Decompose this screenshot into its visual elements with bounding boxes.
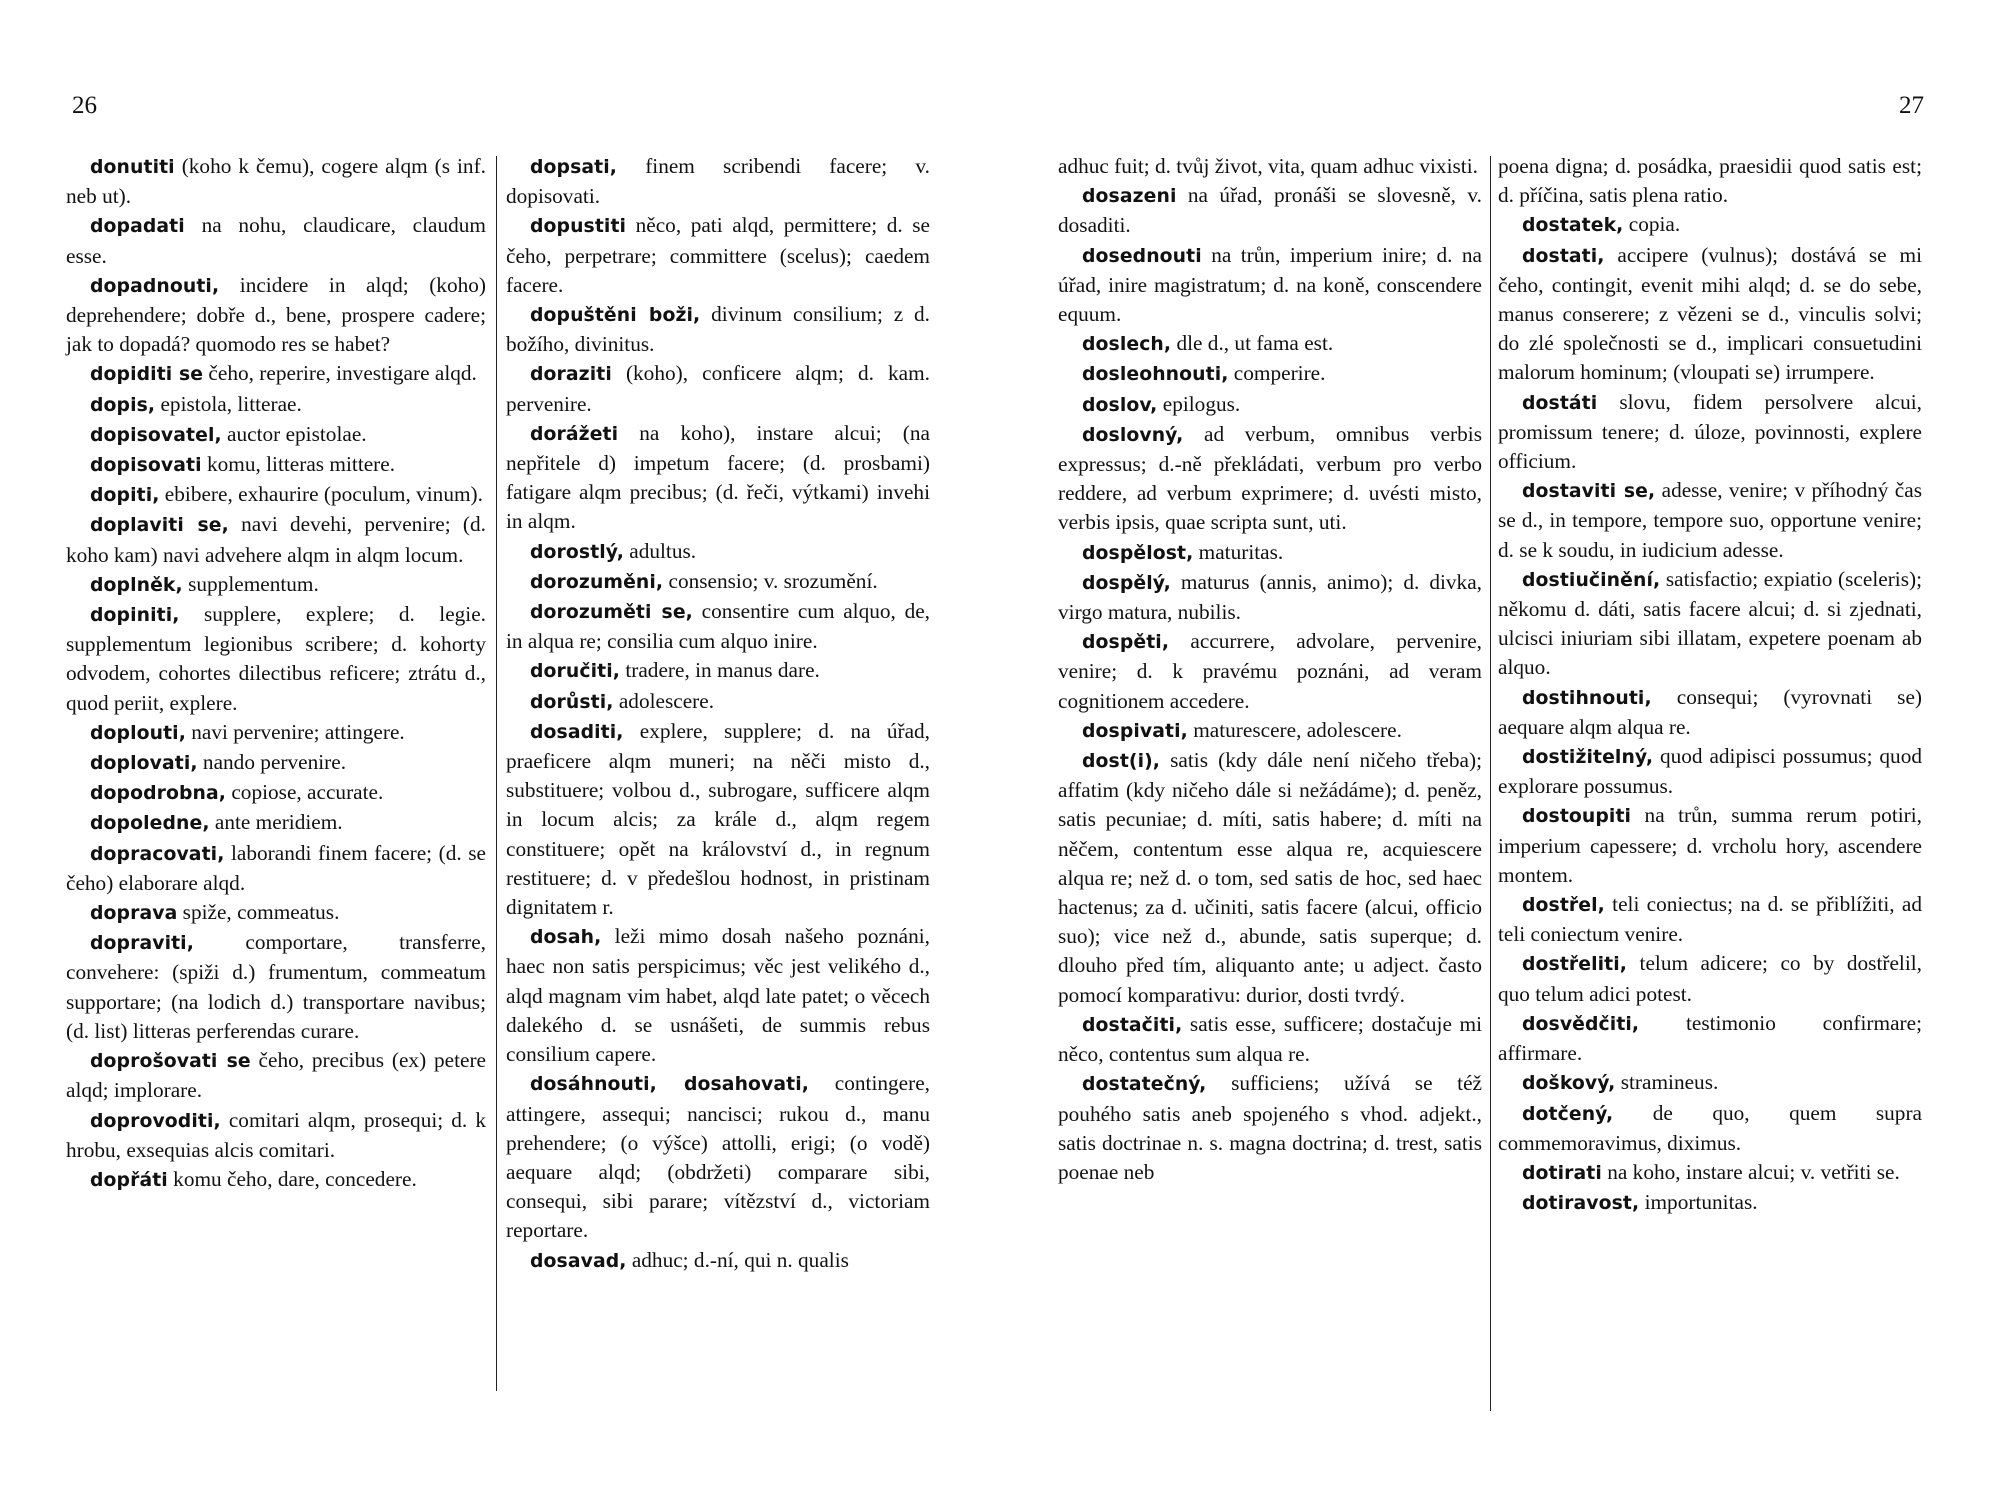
dictionary-entry bbox=[1058, 390, 1482, 420]
entry-headword: dostatečný, bbox=[1082, 1074, 1207, 1096]
entry-headword: dorážeti bbox=[530, 423, 619, 445]
dictionary-entry bbox=[1498, 801, 1922, 890]
dictionary-entry bbox=[506, 419, 930, 537]
entry-headword: dopřáti bbox=[90, 1169, 168, 1191]
entry-definition: navi pervenire; attingere. bbox=[185, 719, 405, 744]
dictionary-entry bbox=[1498, 476, 1922, 565]
dictionary-entry bbox=[1498, 1099, 1922, 1158]
dictionary-entry bbox=[506, 300, 930, 359]
dictionary-entry bbox=[66, 271, 486, 360]
entry-definition: finem scribendi facere; v. dopisovati. bbox=[506, 154, 930, 209]
column-divider-right bbox=[1490, 156, 1491, 1411]
entry-definition: laborandi finem facere; (d. se čeho) elaborare alqd. bbox=[66, 840, 486, 895]
entry-definition: na trůn, summa rerum potiri, imperium capessere; d. vrcholu hory, ascendere montem. bbox=[1498, 803, 1922, 887]
dictionary-entry bbox=[66, 778, 486, 808]
entry-definition: maturus (annis, animo); d. divka, virgo matura, nubilis. bbox=[1058, 569, 1482, 625]
dictionary-entry bbox=[1498, 1009, 1922, 1068]
entry-headword: doškový, bbox=[1522, 1073, 1616, 1095]
entry-headword: dotčený, bbox=[1522, 1103, 1614, 1125]
entry-definition: comitari alqm, prosequi; d. k hrobu, exsequias alcis comitari. bbox=[66, 1107, 486, 1162]
entry-headword: dopustiti bbox=[530, 216, 627, 238]
entry-headword: dosaditi, bbox=[530, 721, 624, 743]
entry-headword: dorůsti, bbox=[530, 691, 614, 713]
entry-definition: satisfactio; expiatio (sceleris); někomu d. dáti, satis facere alcui; d. si zjednati, ulcisci iniuriam sibi illatam, expetere poenam ab alquo. bbox=[1498, 566, 1922, 680]
entry-definition: supplementum. bbox=[182, 571, 319, 596]
entry-headword: doprava bbox=[90, 903, 178, 925]
entry-definition: testimonio confirmare; affirmare. bbox=[1498, 1010, 1922, 1066]
page-number-left: 26 bbox=[72, 92, 97, 119]
entry-definition: (koho), conficere alqm; d. kam. pervenire. bbox=[506, 361, 930, 416]
entry-definition: nando pervenire. bbox=[197, 750, 347, 775]
entry-headword: doplouti, bbox=[90, 722, 186, 744]
entry-headword: doprovoditi, bbox=[90, 1110, 221, 1132]
dictionary-entry bbox=[1058, 538, 1482, 568]
entry-headword: dospělý, bbox=[1082, 572, 1171, 594]
dictionary-entry bbox=[506, 922, 930, 1069]
entry-headword: dopuštěni boži, bbox=[530, 305, 701, 327]
entry-headword: dopraviti, bbox=[90, 933, 194, 955]
entry-definition: leži mimo dosah našeho poznáni, haec non satis perspicimus; věc jest velikého d., alqd magnam vim habet, alqd late patet; o věcech dalekého d. se usnášeti, de summis rebus consilium capere. bbox=[506, 924, 930, 1067]
entry-headword: dostačiti, bbox=[1082, 1014, 1183, 1036]
entry-headword: dopiditi se bbox=[90, 364, 204, 386]
entry-definition: importunitas. bbox=[1639, 1190, 1758, 1215]
entry-headword: dostřeliti, bbox=[1522, 954, 1628, 976]
entry-definition: stramineus. bbox=[1615, 1070, 1719, 1095]
dictionary-entry bbox=[506, 656, 930, 686]
entry-definition: tradere, in manus dare. bbox=[620, 658, 820, 683]
entry-definition: adesse, venire; v příhodný čas se d., in tempore, tempore suo, opportune venire; d. se k soudu, in iudicium adesse. bbox=[1498, 478, 1922, 562]
entry-definition: comperire. bbox=[1228, 361, 1326, 386]
dictionary-entry bbox=[506, 597, 930, 656]
entry-headword: doslov, bbox=[1082, 394, 1158, 416]
dictionary-entry bbox=[66, 898, 486, 928]
entry-headword: doplněk, bbox=[90, 574, 183, 596]
dictionary-entry bbox=[506, 567, 930, 597]
entry-definition: comportare, transferre, convehere: (spiži d.) frumentum, commeatum supportare; (na lodich d.) transportare navibus; (d. list) litteras perferendas curare. bbox=[66, 930, 486, 1043]
entry-definition: komu čeho, dare, concedere. bbox=[167, 1166, 417, 1191]
entry-definition: na trůn, imperium inire; d. na úřad, inire magistratum; d. na koně, conscendere equum. bbox=[1058, 242, 1482, 327]
entry-definition: slovu, fidem persolvere alcui, promissum tenere; d. úloze, povinnosti, explere officium. bbox=[1498, 389, 1922, 474]
page-number-right: 27 bbox=[1899, 92, 1924, 119]
dictionary-entry bbox=[1498, 1188, 1922, 1218]
dictionary-entry bbox=[1498, 890, 1922, 949]
dictionary-entry bbox=[506, 211, 930, 300]
entry-definition: epilogus. bbox=[1157, 391, 1241, 416]
entry-headword: dopsati, bbox=[530, 157, 617, 178]
entry-headword: dopis, bbox=[90, 394, 156, 416]
entry-headword: dostřel, bbox=[1522, 895, 1605, 917]
entry-definition: auctor epistolae. bbox=[221, 421, 367, 446]
entry-headword: dostaviti se, bbox=[1522, 481, 1656, 503]
entry-headword: doprošovati se bbox=[90, 1051, 251, 1073]
entry-headword: dospěti, bbox=[1082, 632, 1170, 654]
dictionary-entry bbox=[1058, 181, 1482, 240]
dictionary-entry bbox=[1058, 627, 1482, 716]
entry-headword: dopisovati bbox=[90, 455, 202, 477]
dictionary-entry bbox=[506, 152, 930, 211]
dictionary-entry bbox=[66, 510, 486, 569]
entry-headword: dorozuměti se, bbox=[530, 602, 693, 624]
entry-definition: maturitas. bbox=[1193, 539, 1284, 564]
entry-definition: maturescere, adolescere. bbox=[1187, 717, 1402, 742]
dictionary-entry bbox=[1498, 210, 1922, 240]
entry-headword: dosvědčiti, bbox=[1522, 1013, 1640, 1035]
dictionary-column-3 bbox=[1058, 152, 1482, 1187]
entry-headword: dopadati bbox=[90, 216, 185, 238]
entry-definition: consensio; v. srozumění. bbox=[663, 568, 878, 593]
entry-definition: divinum consilium; z d. božího, divinitus. bbox=[506, 302, 930, 357]
entry-definition: supplere, explere; d. legie. supplementum legionibus scribere; d. kohorty odvodem, cohortes dilectibus reficere; ztrátu d., quod periit, explere. bbox=[66, 602, 486, 715]
entry-continuation bbox=[1498, 152, 1922, 210]
entry-headword: doručiti, bbox=[530, 661, 621, 683]
dictionary-entry bbox=[506, 359, 930, 418]
dictionary-entry bbox=[1058, 329, 1482, 359]
dictionary-entry bbox=[1498, 949, 1922, 1008]
entry-definition: čeho, precibus (ex) petere alqd; implorare. bbox=[66, 1048, 486, 1103]
entry-definition: satis (kdy dále není ničeho třeba); affatim (kdy ničeho dále si nežádáme); d. peněz, satis pecuniae; d. míti, satis habere; d. míti na něčem, contentum esse alqua re, acquiescere alqua re; než d. o tom, sed satis de hoc, sed haec hactenus; za d. učiniti, satis facere (alcui, officio suo); vice než d., abunde, satis superque; d. dlouho před tím, aliquanto ante; u adject. často pomocí komparativu: durior, dosti tvrdý. bbox=[1058, 748, 1482, 1007]
entry-definition: ante meridiem. bbox=[209, 810, 343, 835]
dictionary-entry bbox=[1058, 1069, 1482, 1187]
entry-definition: copia. bbox=[1623, 212, 1681, 237]
entry-headword: doslovný, bbox=[1082, 424, 1184, 446]
entry-headword: dorostlý, bbox=[530, 541, 624, 563]
entry-headword: dostatek, bbox=[1522, 215, 1624, 237]
entry-headword: dostoupiti bbox=[1522, 806, 1632, 828]
dictionary-entry bbox=[1498, 683, 1922, 742]
entry-definition: quod adipisci possumus; quod explorare possumus. bbox=[1498, 744, 1922, 799]
entry-headword: dostižitelný, bbox=[1522, 747, 1654, 769]
dictionary-entry bbox=[1058, 746, 1482, 1010]
dictionary-entry bbox=[1058, 568, 1482, 627]
dictionary-entry bbox=[66, 570, 486, 600]
dictionary-entry bbox=[1498, 241, 1922, 388]
entry-definition: adhuc; d.-ní, qui n. qualis bbox=[626, 1247, 849, 1272]
entry-definition: adhuc fuit; d. tvůj život, vita, quam adhuc vixisti. bbox=[1058, 154, 1478, 178]
entry-headword: dopodrobna, bbox=[90, 783, 227, 805]
entry-definition: accipere (vulnus); dostává se mi čeho, contingit, evenit mihi alqd; d. se do sebe, manus conserere; z vězeni se d., vinculis solvi; do zlé společnosti se d., implicari consuetudini malorum hominum; (vloupati se) irrumpere. bbox=[1498, 242, 1922, 385]
entry-definition: čeho, reperire, investigare alqd. bbox=[203, 361, 477, 386]
column-divider-left bbox=[496, 156, 497, 1391]
dictionary-entry bbox=[506, 537, 930, 567]
entry-definition: explere, supplere; d. na úřad, praeficere alqm muneri; na něči misto d., substituere; volbou d., subrogare, sufficere alqm in locum alcis; za krále d., alqm regem constituere; opět na království d., in regnum restituere; d. v předešlou hodnost, in pristinam dignitatem r. bbox=[506, 718, 930, 920]
entry-definition: komu, litteras mittere. bbox=[201, 452, 396, 477]
dictionary-entry bbox=[1058, 716, 1482, 746]
entry-headword: dopiniti, bbox=[90, 605, 180, 627]
dictionary-entry bbox=[1058, 241, 1482, 330]
entry-headword: dostati, bbox=[1522, 245, 1605, 267]
entry-definition: poena digna; d. posádka, praesidii quod satis est; d. příčina, satis plena ratio. bbox=[1498, 154, 1922, 208]
entry-definition: satis esse, sufficere; dostačuje mi něco, contentus sum alqua re. bbox=[1058, 1011, 1482, 1067]
dictionary-entry bbox=[1058, 420, 1482, 538]
dictionary-entry bbox=[66, 1046, 486, 1105]
dictionary-entry bbox=[1058, 359, 1482, 389]
entry-definition: něco, pati alqd, permittere; d. se čeho, perpetrare; committere (scelus); caedem facere. bbox=[506, 213, 930, 297]
dictionary-entry bbox=[66, 211, 486, 270]
entry-headword: dostáti bbox=[1522, 392, 1598, 414]
dictionary-entry bbox=[1498, 742, 1922, 801]
entry-headword: dotiravost, bbox=[1522, 1193, 1640, 1215]
entry-definition: copiose, accurate. bbox=[226, 780, 384, 805]
dictionary-entry bbox=[66, 359, 486, 389]
dictionary-entry bbox=[66, 420, 486, 450]
entry-definition: accurrere, advolare, pervenire, venire; d. k pravému poznáni, ad veram cognitionem accedere. bbox=[1058, 629, 1482, 713]
entry-definition: sufficiens; užívá se též pouhého satis aneb spojeného s vhod. adjekt., satis doctrinae n. s. magna doctrina; d. trest, satis poenae neb bbox=[1058, 1071, 1482, 1184]
dictionary-entry bbox=[66, 390, 486, 420]
entry-definition: incidere in alqd; (koho) deprehendere; dobře d., bene, prospere cadere; jak to dopadá? quomodo res se habet? bbox=[66, 272, 486, 357]
entry-definition: consequi; (vyrovnati se) aequare alqm alqua re. bbox=[1498, 684, 1922, 739]
dictionary-entry bbox=[1498, 565, 1922, 683]
dictionary-column-4 bbox=[1498, 152, 1922, 1218]
entry-headword: dosednouti bbox=[1082, 245, 1202, 267]
dictionary-entry bbox=[1498, 1158, 1922, 1188]
entry-headword: dosah, bbox=[530, 927, 602, 949]
dictionary-entry bbox=[1498, 388, 1922, 477]
dictionary-entry bbox=[66, 1106, 486, 1165]
entry-headword: donutiti bbox=[90, 157, 175, 178]
dictionary-entry bbox=[66, 808, 486, 838]
entry-headword: doplaviti se, bbox=[90, 515, 229, 537]
dictionary-column-2 bbox=[506, 152, 930, 1276]
entry-definition: na nohu, claudicare, claudum esse. bbox=[66, 213, 486, 268]
entry-definition: navi devehi, pervenire; (d. koho kam) navi advehere alqm in alqm locum. bbox=[66, 512, 486, 567]
entry-definition: consentire cum alquo, de, in alqua re; consilia cum alquo inire. bbox=[506, 599, 931, 654]
entry-headword: dosazeni bbox=[1082, 186, 1177, 208]
entry-definition: na úřad, pronáši se slovesně, v. dosaditi. bbox=[1058, 183, 1482, 238]
dictionary-entry bbox=[66, 480, 486, 510]
entry-headword: dopadnouti, bbox=[90, 275, 220, 297]
entry-headword: dorozuměni, bbox=[530, 571, 664, 593]
dictionary-entry bbox=[1058, 1010, 1482, 1069]
entry-headword: doplovati, bbox=[90, 753, 198, 775]
entry-headword: dospivati, bbox=[1082, 720, 1188, 742]
entry-definition: teli coniectus; na d. se přiblížiti, ad teli coniectum venire. bbox=[1498, 892, 1922, 947]
dictionary-entry bbox=[66, 152, 486, 211]
entry-continuation bbox=[1058, 152, 1482, 181]
entry-definition: de quo, quem supra commemoravimus, diximus. bbox=[1498, 1100, 1922, 1155]
dictionary-column-1 bbox=[66, 152, 486, 1195]
dictionary-entry bbox=[1498, 1068, 1922, 1098]
entry-definition: ebibere, exhaurire (poculum, vinum). bbox=[159, 482, 483, 507]
entry-headword: dopisovatel, bbox=[90, 424, 222, 446]
entry-definition: ad verbum, omnibus verbis expressus; d.-ně překládati, verbum pro verbo reddere, ad verbum exprimere; d. uvésti misto, verbis ipsis, quae scripta sunt, uti. bbox=[1058, 421, 1482, 535]
entry-definition: (koho k čemu), cogere alqm (s inf. neb ut). bbox=[66, 154, 486, 209]
entry-headword: dosavad, bbox=[530, 1250, 627, 1272]
dictionary-entry bbox=[66, 748, 486, 778]
entry-definition: adultus. bbox=[623, 538, 697, 563]
entry-headword: dotirati bbox=[1522, 1162, 1602, 1184]
entry-definition: na koho), instare alcui; (na nepřitele d) impetum facere; (d. prosbami) fatigare alqm precibus; (d. řeči, výtkami) invehi in alqm. bbox=[506, 420, 930, 534]
entry-definition: dle d., ut fama est. bbox=[1171, 331, 1334, 356]
entry-definition: adolescere. bbox=[613, 688, 715, 713]
entry-headword: dost(i), bbox=[1082, 751, 1161, 773]
entry-headword: doraziti bbox=[530, 364, 612, 386]
entry-headword: dosleohnouti, bbox=[1082, 364, 1229, 386]
entry-headword: dosáhnouti, dosahovati, bbox=[530, 1074, 810, 1096]
dictionary-entry bbox=[506, 687, 930, 717]
entry-definition: contingere, attingere, assequi; nancisci; rukou d., manu prehendere; (o výšce) attolli, erigi; (o vodě) aequare alqd; (obdržeti) comparare sibi, consequi, sibi parare; vítězství d., victoriam reportare. bbox=[506, 1071, 931, 1243]
entry-definition: spiže, commeatus. bbox=[177, 900, 340, 925]
entry-headword: dospělost, bbox=[1082, 542, 1194, 564]
entry-headword: dopiti, bbox=[90, 485, 160, 507]
dictionary-entry bbox=[506, 1069, 930, 1245]
entry-headword: dostiučinění, bbox=[1522, 569, 1661, 591]
entry-definition: epistola, litterae. bbox=[155, 391, 302, 416]
dictionary-entry bbox=[66, 839, 486, 898]
entry-definition: na koho, instare alcui; v. vetřiti se. bbox=[1601, 1159, 1900, 1184]
entry-headword: dopoledne, bbox=[90, 813, 210, 835]
dictionary-entry bbox=[66, 450, 486, 480]
dictionary-entry bbox=[66, 718, 486, 748]
dictionary-entry bbox=[66, 600, 486, 718]
entry-definition: telum adicere; co by dostřelil, quo telum adici potest. bbox=[1498, 951, 1922, 1006]
dictionary-entry bbox=[506, 1246, 930, 1276]
entry-headword: doslech, bbox=[1082, 334, 1172, 356]
entry-headword: dostihnouti, bbox=[1522, 687, 1652, 709]
dictionary-entry bbox=[506, 717, 930, 922]
dictionary-entry bbox=[66, 1165, 486, 1195]
dictionary-entry bbox=[66, 928, 486, 1046]
entry-headword: dopracovati, bbox=[90, 843, 225, 865]
